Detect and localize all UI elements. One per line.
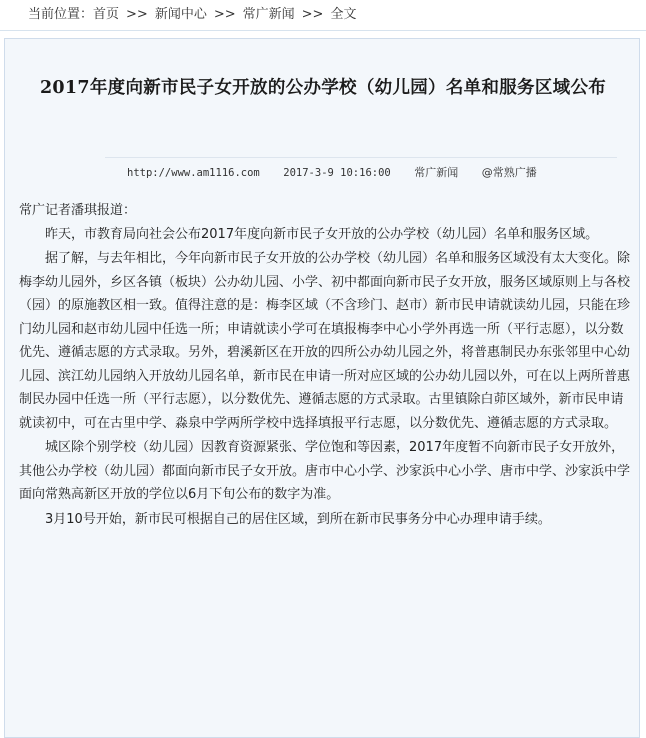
breadcrumb-changguang-news-link[interactable]: 常广新闻 (242, 7, 295, 22)
article-byline: 常广记者潘琪报道： (19, 203, 137, 218)
article-paragraph: 据了解，与去年相比，今年向新市民子女开放的公办学校（幼儿园）名单和服务区域没有太大变化。除梅李幼儿园外，乡区各镇（板块）公办幼儿园、小学、初中都面向新市民子女开放，服务区域原则上与各校（园）的原施教区相一致。值得注意的是：梅李区域（不含珍门、赵市）新市民申请就读幼儿园，只能在珍门幼儿园和赵市幼儿园中任选一所；申请就读小学可在填报梅李中心小学外再选一所（平行志愿），以分数优先、遵循志愿的方式录取。另外，碧溪新区在开放的四所公办幼儿园之外，将普惠制民办东张邻里中心幼儿园、滨江幼儿园纳入开放幼儿园名单，新市民在申请一所对应区域的公办幼儿园以外，可在以上两所普惠制民办园中任选一所（平行志愿），以分数优先、遵循志愿的方式录取。古里镇除白茆区域外，新市民申请就读初中，可在古里中学、淼泉中学两所学校中选择填报平行志愿，以分数优先、遵循志愿的方式录取。 (19, 251, 631, 431)
meta-publish-time: 2017-3-9 10:16:00 (283, 167, 391, 179)
meta-url[interactable]: http://www.am1116.com (127, 167, 260, 179)
breadcrumb-label: 当前位置： (28, 7, 94, 22)
meta-section: 常广新闻 (414, 166, 459, 179)
breadcrumb-separator: >> (301, 7, 324, 22)
article-meta (105, 157, 617, 188)
breadcrumb-separator: >> (126, 7, 148, 22)
breadcrumb-separator: >> (213, 7, 236, 22)
breadcrumb-news-center-link[interactable]: 新闻中心 (154, 7, 207, 22)
article-paragraph: 城区除个别学校（幼儿园）因教育资源紧张、学位饱和等因素，2017年度暂不向新市民子女开放外，其他公办学校（幼儿园）都面向新市民子女开放。唐市中心小学、沙家浜中心小学、唐市中学、沙家浜中学面向常熟高新区开放的学位以6月下旬公布的数字为准。 (19, 440, 631, 502)
article-container (4, 38, 640, 738)
breadcrumb-current-fulltext: 全文 (330, 7, 357, 22)
article-paragraph: 3月10号开始，新市民可根据自己的居住区域，到所在新市民事务分中心办理申请手续。 (45, 511, 551, 527)
article-body (19, 199, 633, 532)
article-title: 2017年度向新市民子女开放的公办学校（幼儿园）名单和服务区域公布 (39, 78, 607, 98)
article-paragraph: 昨天，市教育局向社会公布2017年度向新市民子女开放的公办学校（幼儿园）名单和服务区域。 (45, 226, 599, 242)
meta-source: @常熟广播 (481, 166, 537, 179)
breadcrumb-home-link[interactable]: 首页 (93, 7, 120, 22)
breadcrumb (0, 0, 646, 31)
